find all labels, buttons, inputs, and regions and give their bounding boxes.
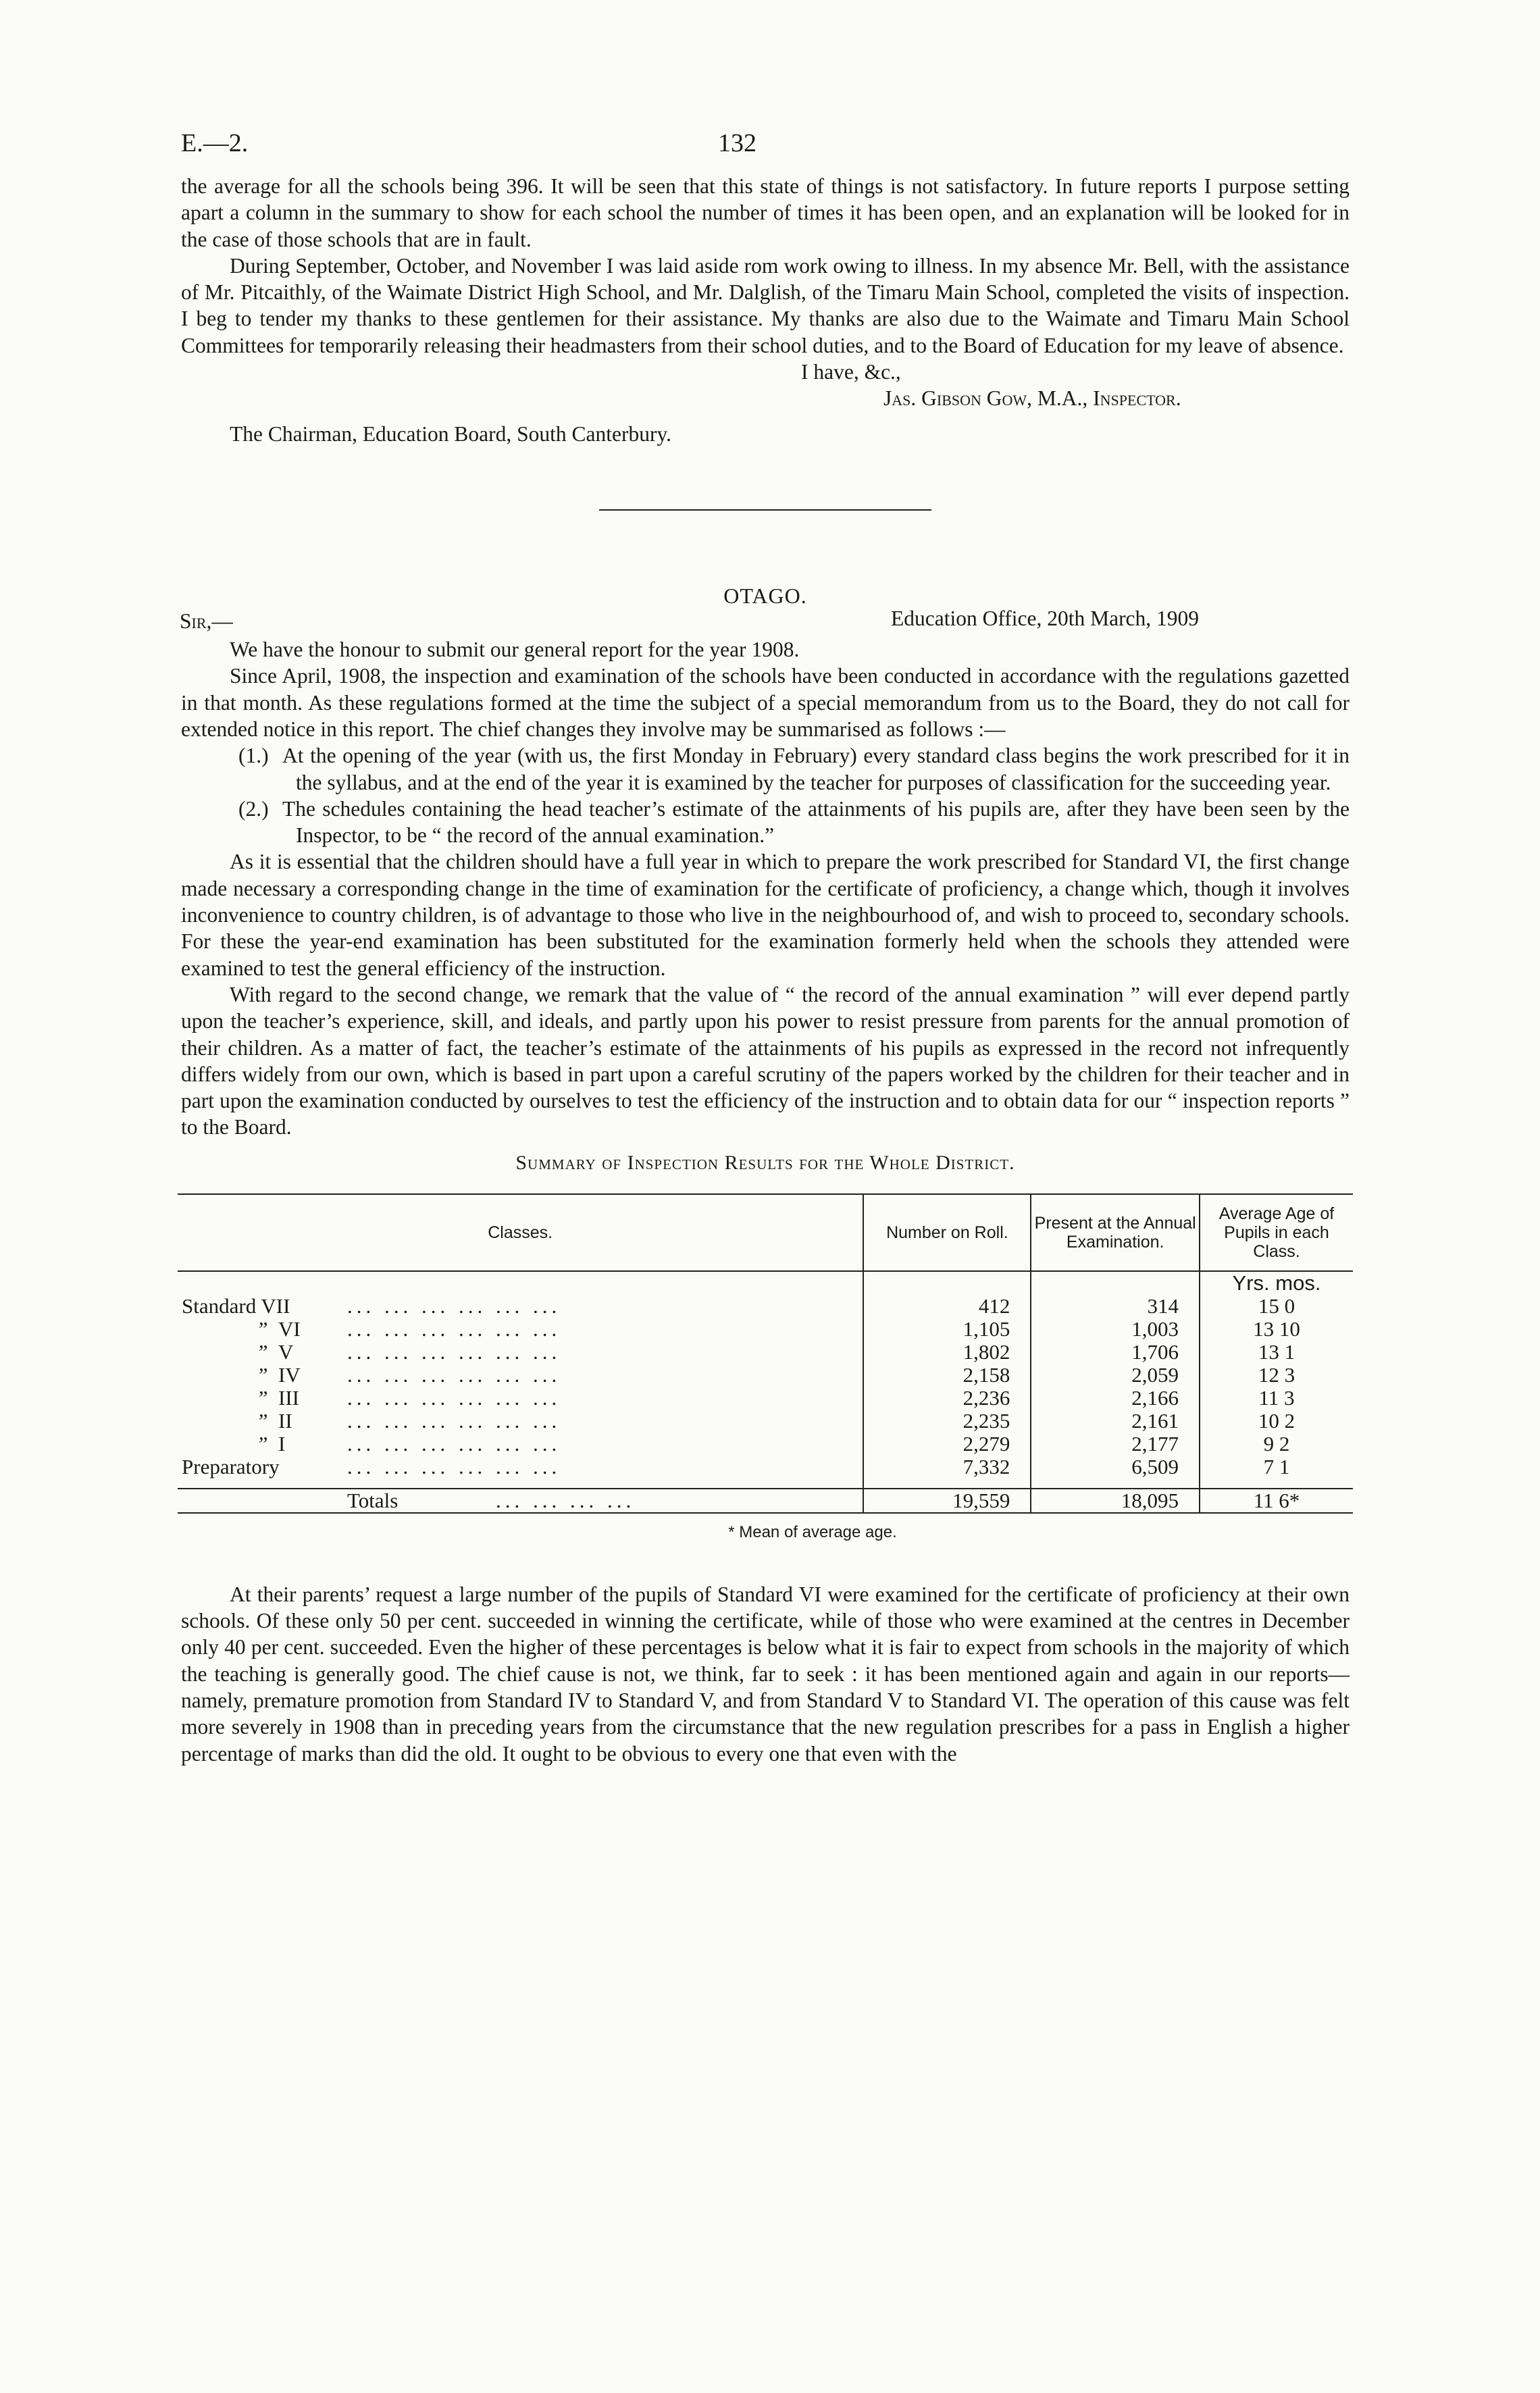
class-label: [178, 1456, 863, 1478]
age-cell: 11 3: [1200, 1387, 1353, 1410]
totals-present: 18,095: [1031, 1489, 1200, 1513]
table-row: [178, 1433, 1353, 1456]
report-paragraph-4: With regard to the second change, we remark that the value of “ the record of the annual examination ” will ever depend partly upon the teacher’s experience, skill, and ideals, and partly upon his power to resist pressure from parents for the annual promotion of their children. As a matter of fact, the teacher’s estimate of the attainments of his pupils as expressed in the record not infrequently differs widely from our own, which is based in part upon a careful scrutiny of the papers worked by the children for their teacher and in part upon the examination conducted by ourselves to test the efficiency of the instruction and to obtain data for our “ inspection reports ” to the Board.: [181, 982, 1350, 1139]
list-item-number: (2.): [238, 796, 269, 821]
present-cell: 6,509: [1031, 1456, 1200, 1478]
totals-row: [178, 1489, 1353, 1513]
leader-dots: ... ... ... ... ... ...: [347, 1431, 561, 1456]
table-header-row: [178, 1194, 1353, 1271]
ditto-mark: ”: [256, 1339, 268, 1364]
roll-cell: 1,802: [863, 1341, 1031, 1364]
age-cell: 10 2: [1200, 1410, 1353, 1433]
table-caption: Summary of Inspection Results for the Whole District.: [515, 1151, 1015, 1174]
present-cell: 2,177: [1031, 1433, 1200, 1456]
present-cell: 2,161: [1031, 1410, 1200, 1433]
class-label: [178, 1410, 863, 1433]
list-item: [238, 796, 1350, 849]
list-item-text: At the opening of the year (with us, the first Monday in February) every standard class begins the work prescribed for it in the syllabus, and at the end of the year it is examined by the teacher for purposes of classification for the succeeding year.: [282, 744, 1350, 794]
leader-dots: ... ... ... ... ... ...: [347, 1339, 561, 1364]
ditto-mark: ”: [256, 1408, 268, 1433]
ditto-mark: ”: [256, 1362, 268, 1387]
closing-salutation: I have, &c.,: [801, 360, 901, 384]
salutation-line: [181, 609, 1350, 636]
column-header-present: Present at the Annual Examination.: [1031, 1194, 1200, 1271]
age-units: Yrs. mos.: [1200, 1271, 1353, 1295]
table-row: [178, 1364, 1353, 1387]
present-cell: 1,003: [1031, 1318, 1200, 1341]
age-cell: 15 0: [1200, 1295, 1353, 1318]
totals-age: 11 6*: [1200, 1489, 1353, 1513]
class-label: [178, 1295, 863, 1318]
ditto-mark: ”: [256, 1316, 268, 1341]
report-paragraph-1: We have the honour to submit our general report for the year 1908.: [230, 638, 800, 662]
table-row: [178, 1318, 1353, 1341]
class-name: IV: [278, 1362, 301, 1387]
class-name: V: [278, 1339, 294, 1364]
table-row: [178, 1456, 1353, 1478]
roll-cell: 2,279: [863, 1433, 1031, 1456]
table-row: [178, 1295, 1353, 1318]
column-header-age: Average Age of Pupils in each Class.: [1200, 1194, 1353, 1271]
section-divider: [599, 509, 931, 511]
list-item: [238, 742, 1350, 796]
class-name: I: [278, 1431, 286, 1456]
totals-roll: 19,559: [863, 1489, 1031, 1513]
table-row: [178, 1387, 1353, 1410]
class-label: [178, 1318, 863, 1341]
age-cell: 13 1: [1200, 1341, 1353, 1364]
class-label: [178, 1341, 863, 1364]
present-cell: 314: [1031, 1295, 1200, 1318]
leader-dots: ... ... ... ... ... ...: [347, 1454, 561, 1478]
present-cell: 1,706: [1031, 1341, 1200, 1364]
list-item-number: (1.): [238, 744, 269, 768]
intro-paragraph-2: During September, October, and November I was laid aside rom work owing to illness. In my absence Mr. Bell, with the assistance of Mr. Pitcaithly, of the Waimate District High School, and Mr. Dalglish, of the Timaru Main School, completed the visits of inspection. I beg to tender my thanks to these gentlemen for their assistance. My thanks are also due to the Waimate and Timaru Main School Committees for temporarily releasing their headmasters from their school duties, and to the Board of Education for my leave of absence.: [181, 253, 1350, 357]
summary-table: [178, 1193, 1353, 1514]
list-item-text: The schedules containing the head teacher’s estimate of the attainments of his pupils are, after they have been seen by the Inspector, to be “ the record of the annual examination.”: [282, 796, 1350, 848]
table-row: [178, 1341, 1353, 1364]
leader-dots: ... ... ... ... ... ...: [347, 1316, 561, 1341]
report-paragraph-2: Since April, 1908, the inspection and examination of the schools have been conducted in accordance with the regulations gazetted in that month. As these regulations formed at the time the subject of a special memorandum from us to the Board, they do not call for extended notice in this report. The chief changes they involve may be summarised as follows :—: [181, 664, 1350, 741]
units-row: [178, 1271, 1353, 1295]
table-footnote: * Mean of average age.: [728, 1522, 897, 1541]
ditto-mark: ”: [256, 1385, 268, 1410]
report-paragraph-3: As it is essential that the children should have a full year in which to prepare the work prescribed for Standard VI, the first change made necessary a corresponding change in the time of examination for the certificate of proficiency, a change which, though it involves inconvenience to country children, is of advantage to those who live in the neighbourhood of, and wish to proceed to, secondary schools. For these the year-end examination has been substituted for the examination formerly held when the schools they attended were examined to test the general efficiency of the instruction.: [181, 850, 1350, 980]
page-number: 132: [718, 129, 756, 157]
leader-dots: ... ... ... ... ... ...: [347, 1293, 561, 1318]
column-header-roll: Number on Roll.: [863, 1194, 1031, 1271]
addressee: The Chairman, Education Board, South Canterbury.: [230, 422, 672, 446]
roll-cell: 7,332: [863, 1456, 1031, 1478]
roll-cell: 1,105: [863, 1318, 1031, 1341]
roll-cell: 2,235: [863, 1410, 1031, 1433]
class-label: [178, 1433, 863, 1456]
salutation: Sir,—: [180, 609, 233, 634]
age-cell: 13 10: [1200, 1318, 1353, 1341]
totals-label: [178, 1489, 863, 1513]
class-name: Preparatory: [182, 1454, 280, 1478]
signature: Jas. Gibson Gow, M.A., Inspector.: [883, 386, 1181, 411]
leader-dots: ... ... ... ... ... ...: [347, 1408, 561, 1433]
column-header-classes: Classes.: [178, 1194, 863, 1271]
class-name: Standard VII: [182, 1293, 290, 1318]
section-heading: OTAGO.: [723, 584, 807, 609]
present-cell: 2,166: [1031, 1387, 1200, 1410]
roll-cell: 2,158: [863, 1364, 1031, 1387]
document-page: [181, 128, 1350, 1767]
totals-name: Totals: [347, 1488, 399, 1512]
page-header: [181, 128, 1350, 173]
class-name: VI: [278, 1316, 301, 1341]
table-row: [178, 1410, 1353, 1433]
leader-dots: ... ... ... ...: [496, 1488, 636, 1512]
roll-cell: 2,236: [863, 1387, 1031, 1410]
leader-dots: ... ... ... ... ... ...: [347, 1362, 561, 1387]
intro-paragraph-1: the average for all the schools being 396. It will be seen that this state of things is not satisfactory. In future reports I purpose setting apart a column in the summary to show for each school the number of times it has been open, and an explanation will be looked for in the case of those schools that are in fault.: [181, 174, 1350, 251]
report-reference: E.—2.: [181, 129, 249, 157]
class-name: III: [278, 1385, 299, 1410]
class-label: [178, 1364, 863, 1387]
present-cell: 2,059: [1031, 1364, 1200, 1387]
age-cell: 9 2: [1200, 1433, 1353, 1456]
class-name: II: [278, 1408, 292, 1433]
age-cell: 7 1: [1200, 1456, 1353, 1478]
roll-cell: 412: [863, 1295, 1031, 1318]
age-cell: 12 3: [1200, 1364, 1353, 1387]
closing-paragraph: At their parents’ request a large number of the pupils of Standard VI were examined for the certificate of proficiency at their own schools. Of these only 50 per cent. succeeded in winning the certificate, while of those who were examined at the centres in December only 40 per cent. succeeded. Even the higher of these percentages is below what it is fair to expect from schools in the majority of which the teaching is generally good. The chief cause is not, we think, far to seek : it has been mentioned again and again in our reports—namely, premature promotion from Standard IV to Standard V, and from Standard V to Standard VI. The operation of this cause was felt more severely in 1908 than in preceding years from the circumstance that the new regulation prescribes for a pass in English a higher percentage of marks than did the old. It ought to be obvious to every one that even with the: [181, 1582, 1350, 1766]
office-date: Education Office, 20th March, 1909: [891, 607, 1200, 631]
ditto-mark: ”: [256, 1431, 268, 1456]
leader-dots: ... ... ... ... ... ...: [347, 1385, 561, 1410]
class-label: [178, 1387, 863, 1410]
